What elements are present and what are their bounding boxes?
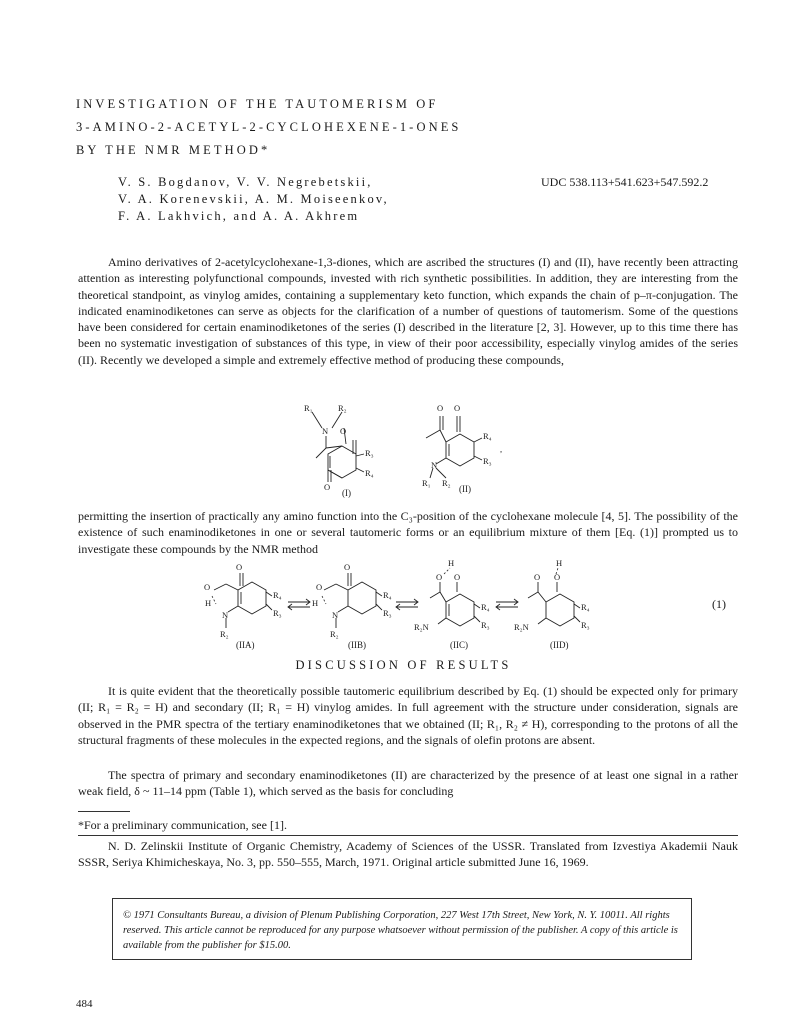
struct-i-r2: R₂	[338, 403, 347, 413]
iia-o-left: O	[204, 582, 211, 592]
tautomer-iid	[514, 560, 590, 650]
iid-h: H	[556, 560, 563, 568]
iib-caption: (IIB)	[348, 640, 366, 650]
title-line-1: INVESTIGATION OF THE TAUTOMERISM OF	[76, 97, 439, 111]
iia-r3: R₃	[273, 608, 282, 618]
udc-code: UDC 538.113+541.623+547.592.2	[541, 175, 709, 189]
title-line-2: 3-AMINO-2-ACETYL-2-CYCLOHEXENE-1-ONES	[76, 120, 462, 134]
structure-ii	[422, 403, 502, 494]
equilibrium-arrow-3	[496, 599, 518, 610]
struct-ii-r3: R₃	[483, 456, 492, 466]
iic-h: H	[448, 560, 455, 568]
authors-line-3: F. A. Lakhvich, and A. A. Akhrem	[118, 209, 360, 223]
iid-r4: R₄	[581, 602, 590, 612]
discussion-paragraph-1: It is quite evident that the theoretically possible tautomeric equilibrium described by Eq. (1) should be expected only for primary (II; R₁ = R₂ = H) and secondary (II; R₁ = H) vinylog amides. In full agreement with the structure under consideration, signals are observed in the PMR spectra of the tertiary enaminodiketones that we obtained (II; R₁, R₂ ≠ H), corresponding to the protons of all the structural fragments of these molecules in the expected regions, and the signals of olefin protons are absent.	[78, 684, 738, 747]
struct-ii-o-2: O	[454, 403, 461, 413]
iib-o-left: O	[316, 582, 323, 592]
iia-h: H	[205, 598, 212, 608]
iia-caption: (IIA)	[236, 640, 255, 650]
iia-r2: R₂	[220, 629, 229, 639]
iib-r4: R₄	[383, 590, 392, 600]
structures-i-ii	[250, 398, 570, 502]
iid-r2n: R₂N	[514, 622, 529, 632]
equilibrium-arrow-1	[288, 599, 310, 610]
struct-ii-caption: (II)	[459, 484, 471, 494]
struct-ii-o-1: O	[437, 403, 444, 413]
iic-o-right: O	[454, 572, 461, 582]
authors-line-2: V. A. Korenevskii, A. M. Moiseenkov,	[118, 192, 389, 206]
struct-i-n: N	[322, 426, 329, 436]
equation-number: (1)	[712, 597, 726, 611]
struct-i-r1: R₁	[304, 403, 313, 413]
footnote: *For a preliminary communication, see [1].	[78, 818, 287, 832]
iib-r3: R₃	[383, 608, 392, 618]
copyright-text: © 1971 Consultants Bureau, a division of Plenum Publishing Corporation, 227 West 17th Street, New York, N. Y. 10011. All rights reserved. This article cannot be reproduced for any purpose whatsoever without permission of the publisher. A copy of this article is available from the publisher for $15.00.	[123, 910, 678, 951]
discussion-paragraph-2: The spectra of primary and secondary enaminodiketones (II) are characterized by the presence of at least one signal in a rather weak field, δ ~ 11–14 ppm (Table 1), which served as the basis for concluding	[78, 768, 738, 799]
iid-caption: (IID)	[550, 640, 569, 650]
struct-ii-r1: R₁	[422, 478, 431, 488]
page-number: 484	[76, 998, 93, 1010]
copyright-notice	[112, 898, 692, 960]
structure-i	[304, 403, 374, 498]
iib-n: N	[332, 610, 339, 620]
iia-o-top: O	[236, 562, 243, 572]
title-line-3: BY THE NMR METHOD*	[76, 143, 271, 157]
footnote-rule	[78, 811, 130, 812]
struct-i-r4: R₄	[365, 468, 374, 478]
iic-r3: R₃	[481, 620, 490, 630]
intro-paragraph: Amino derivatives of 2-acetylcyclohexane-1,3-diones, which are ascribed the structures (I) and (II), have recently been attracting attention as interesting polyfunctional compounds, invested with rich synthetic possibilities. In addition, they are interesting from the theoretical standpoint, as vinylog amides, containing a supplementary keto function, which expands the chain of p–π-conjugation. The indicated enaminodiketones can serve as objects for the clarification of a number of questions of tautomerism. Some of the questions have been considered for certain enaminodiketones of the series (I) described in the literature [2, 3]. However, up to this time there has been no systematic investigation of substances of this type, in view of their poor accessibility, especially vinylog amides of the series (II). Recently we developed a simple and extremely effective method of producing these compounds,	[78, 255, 738, 367]
method-paragraph: permitting the insertion of practically any amino function into the C₃-position of the cyclohexane molecule [4, 5]. The possibility of the existence of such enaminodiketones in one or several tautomeric forms or an equilibrium mixture of them [Eq. (1)] prompted us to investigate these compounds by the NMR method	[78, 509, 738, 556]
iid-r3: R₃	[581, 620, 590, 630]
tautomer-iib	[312, 562, 392, 650]
iia-n: N	[222, 610, 229, 620]
struct-i-caption: (I)	[342, 488, 351, 498]
authors-line-1: V. S. Bogdanov, V. V. Negrebetskii,	[118, 175, 373, 189]
struct-i-o-top: O	[340, 426, 347, 436]
struct-i-r3: R₃	[365, 448, 374, 458]
iic-r4: R₄	[481, 602, 490, 612]
struct-ii-r2: R₂	[442, 478, 451, 488]
iia-r4: R₄	[273, 590, 282, 600]
affiliation-rule	[78, 835, 738, 836]
iib-h: H	[312, 598, 319, 608]
iid-o-left: O	[534, 572, 541, 582]
struct-i-o-bottom: O	[324, 482, 331, 492]
tautomer-iia	[204, 562, 282, 650]
equilibrium-arrow-2	[396, 599, 418, 610]
tautomer-equation	[200, 560, 740, 652]
iic-r2n: R₂N	[414, 622, 429, 632]
iib-r2: R₂	[330, 629, 339, 639]
section-heading: DISCUSSION OF RESULTS	[295, 658, 512, 672]
struct-separator: ,	[500, 444, 503, 454]
iic-o-left: O	[436, 572, 443, 582]
iic-caption: (IIC)	[450, 640, 468, 650]
tautomer-iic	[414, 560, 490, 650]
iid-o-right: O	[554, 572, 561, 582]
affiliation-text: N. D. Zelinskii Institute of Organic Chemistry, Academy of Sciences of the USSR. Translated from Izvestiya Akademii Nauk SSSR, Seriya Khimicheskaya, No. 3, pp. 550–555, March, 1971. Original article submitted June 16, 1969.	[78, 839, 738, 869]
struct-ii-r4: R₄	[483, 431, 492, 441]
struct-ii-n: N	[431, 460, 438, 470]
iib-o-top: O	[344, 562, 351, 572]
